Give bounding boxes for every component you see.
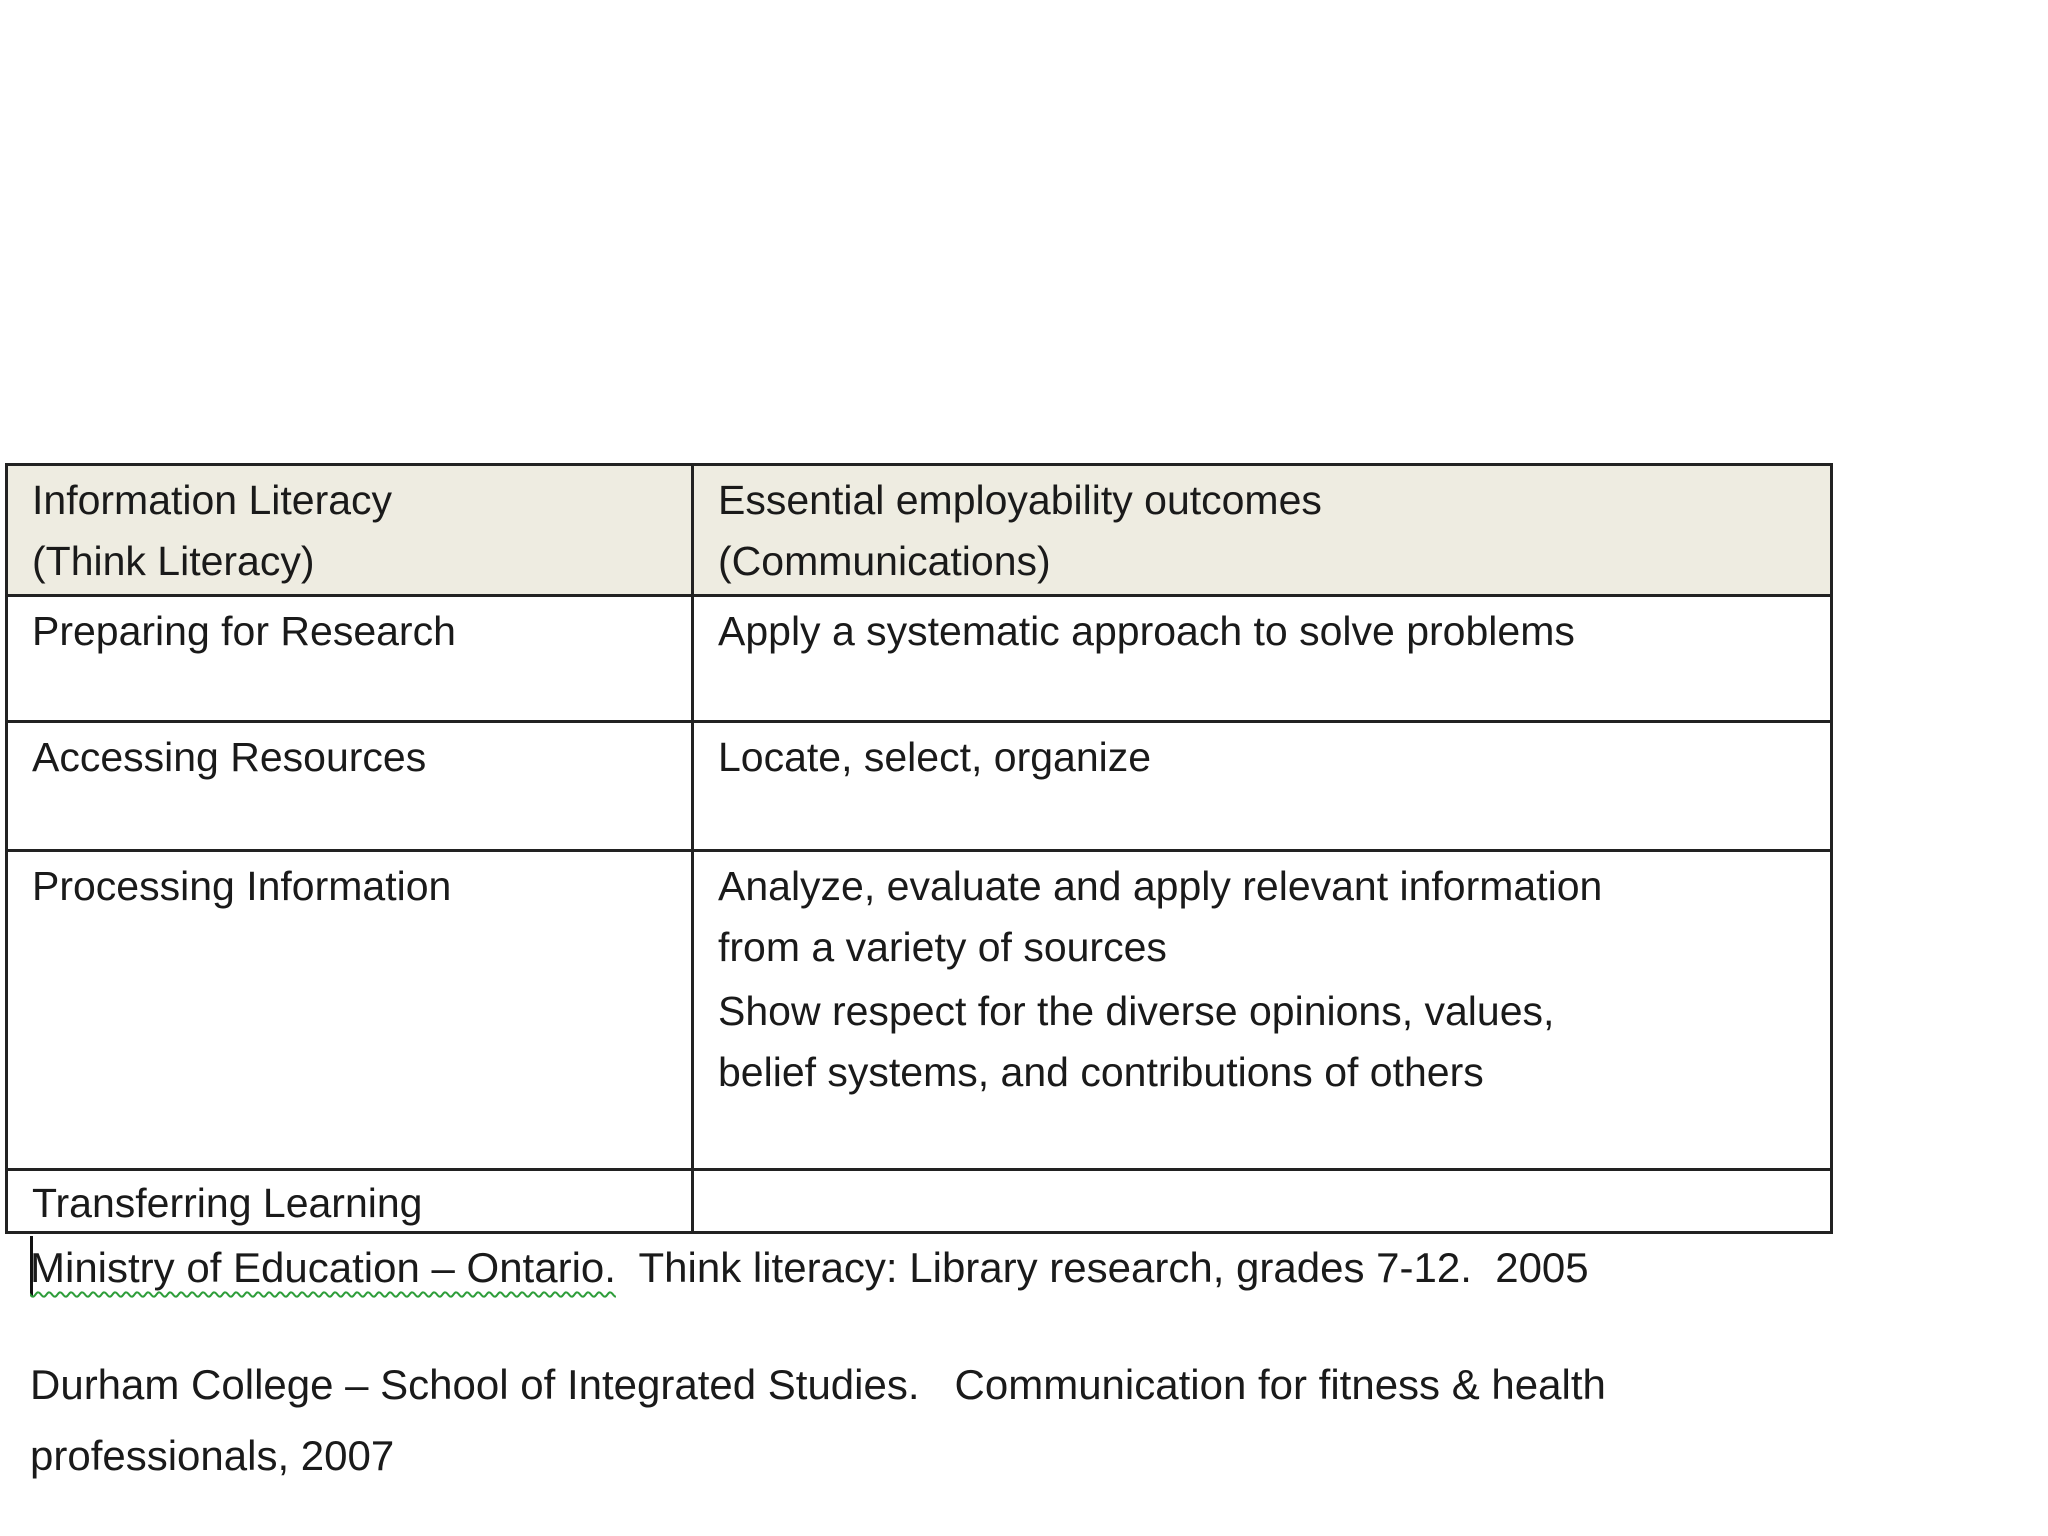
table-cell-left[interactable] bbox=[7, 851, 693, 1170]
citation-durham[interactable] bbox=[30, 1349, 1606, 1491]
cell-text: Preparing for Research bbox=[32, 608, 456, 654]
table-cell-right[interactable] bbox=[693, 851, 1832, 1170]
cell-text: Transferring Learning bbox=[32, 1180, 423, 1226]
header-cell-employability-outcomes[interactable] bbox=[693, 465, 1832, 596]
cell-text: Processing Information bbox=[32, 863, 452, 909]
header-cell-information-literacy[interactable] bbox=[7, 465, 693, 596]
cell-text: from a variety of sources bbox=[718, 924, 1167, 970]
cell-text: Show respect for the diverse opinions, values, bbox=[718, 988, 1555, 1034]
table-cell-right-empty[interactable] bbox=[693, 1170, 1832, 1233]
header-text: Information Literacy bbox=[32, 477, 393, 523]
table-cell-left[interactable] bbox=[7, 596, 693, 722]
table-cell-left[interactable] bbox=[7, 1170, 693, 1233]
citation-line: Durham College – School of Integrated Studies. Communication for fitness & health bbox=[30, 1361, 1606, 1408]
table-row bbox=[7, 722, 1832, 851]
header-text: Essential employability outcomes bbox=[718, 477, 1322, 523]
citation-ministry[interactable] bbox=[30, 1232, 1589, 1303]
cell-text: Accessing Resources bbox=[32, 734, 427, 780]
table-header-row bbox=[7, 465, 1832, 596]
table-cell-right[interactable] bbox=[693, 596, 1832, 722]
table-row bbox=[7, 596, 1832, 722]
literacy-outcomes-table bbox=[5, 463, 1833, 1234]
cell-text: Analyze, evaluate and apply relevant information bbox=[718, 863, 1603, 909]
citation-title: Think literacy: Library research, grades 7-12. 2005 bbox=[615, 1244, 1589, 1291]
citation-line: professionals, 2007 bbox=[30, 1432, 395, 1479]
table-cell-left[interactable] bbox=[7, 722, 693, 851]
cell-text: Apply a systematic approach to solve problems bbox=[718, 608, 1575, 654]
cell-text: Locate, select, organize bbox=[718, 734, 1152, 780]
header-subtext: (Communications) bbox=[718, 538, 1051, 584]
table-row bbox=[7, 851, 1832, 1170]
cell-text: belief systems, and contributions of others bbox=[718, 1049, 1484, 1095]
table-row bbox=[7, 1170, 1832, 1233]
citation-author-misspelled: Ministry of Education – Ontario. bbox=[30, 1244, 616, 1291]
table-cell-right[interactable] bbox=[693, 722, 1832, 851]
header-subtext: (Think Literacy) bbox=[32, 538, 315, 584]
